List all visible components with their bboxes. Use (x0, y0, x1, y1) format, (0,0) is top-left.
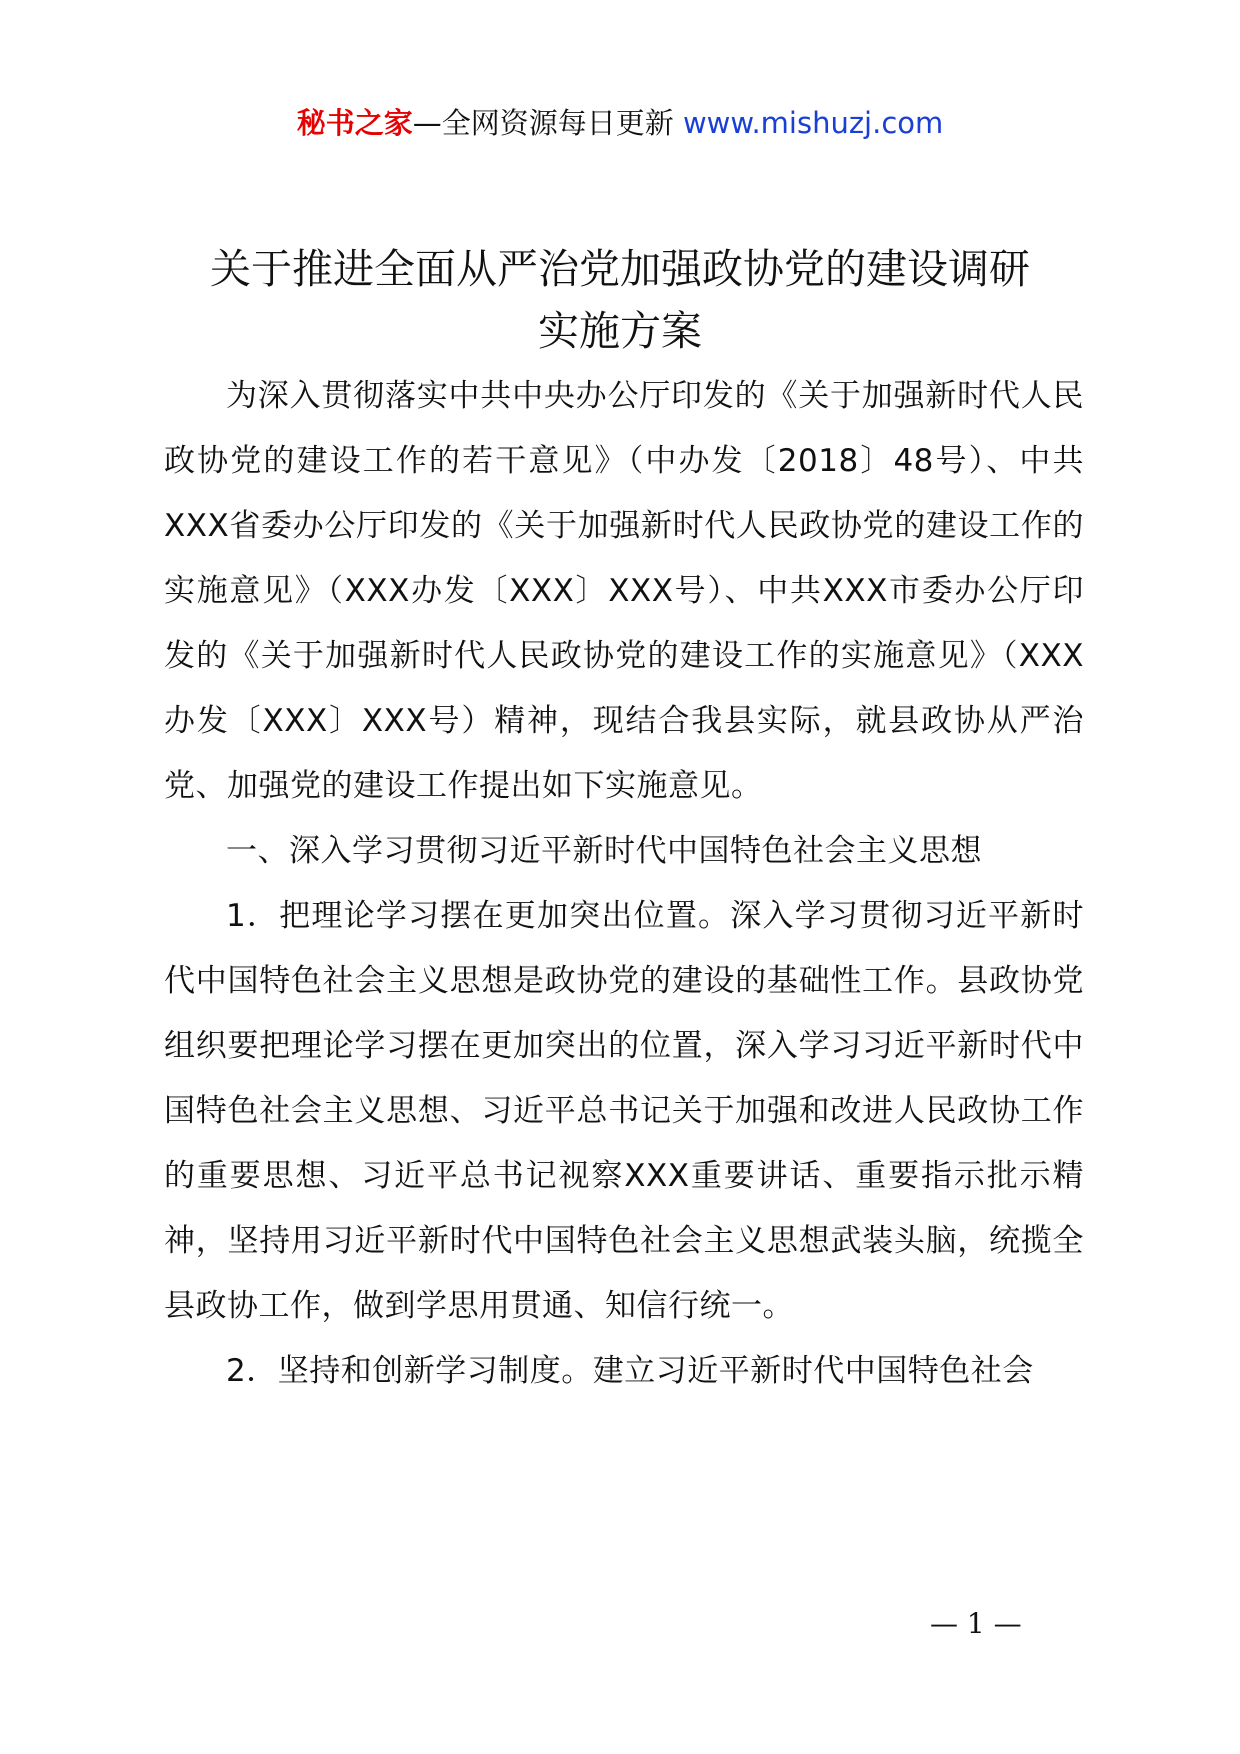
item-paragraph-1: 1．把理论学习摆在更加突出位置。深入学习贯彻习近平新时代中国特色社会主义思想是政协党的建设的基础性工作。县政协党组织要把理论学习摆在更加突出的位置，深入学习习近平新时代中国特色社会主义思想、习近平总书记关于加强和改进人民政协工作的重要思想、习近平总书记视察XXX重要讲话、重要指示批示精神，坚持用习近平新时代中国特色社会主义思想武装头脑，统揽全县政协工作，做到学思用贯通、知信行统一。 (164, 898, 1084, 1324)
document-title (150, 238, 1090, 362)
page-number: — 1 — (930, 1607, 1022, 1640)
document-title-line-2: 实施方案 (538, 307, 702, 355)
document-title-line-1: 关于推进全面从严治党加强政协党的建设调研 (210, 245, 1030, 293)
section-heading-1: 一、深入学习贯彻习近平新时代中国特色社会主义思想 (226, 833, 982, 869)
item-paragraph-2: 2．坚持和创新学习制度。建立习近平新时代中国特色社会 (226, 1353, 1034, 1389)
document-body (164, 364, 1084, 1404)
header-slogan: —全网资源每日更新 (412, 106, 674, 140)
brand-name: 秘书之家 (296, 106, 413, 140)
site-header-banner (0, 98, 1240, 148)
site-url-link[interactable]: www.mishuzj.com (682, 106, 944, 140)
intro-paragraph: 为深入贯彻落实中共中央办公厅印发的《关于加强新时代人民政协党的建设工作的若干意见》（中办发〔2018〕48号）、中共XXX省委办公厅印发的《关于加强新时代人民政协党的建设工作的实施意见》（XXX办发〔XXX〕XXX号）、中共XXX市委办公厅印发的《关于加强新时代人民政协党的建设工作的实施意见》（XXX办发〔XXX〕XXX号）精神，现结合我县实际，就县政协从严治党、加强党的建设工作提出如下实施意见。 (164, 378, 1084, 804)
